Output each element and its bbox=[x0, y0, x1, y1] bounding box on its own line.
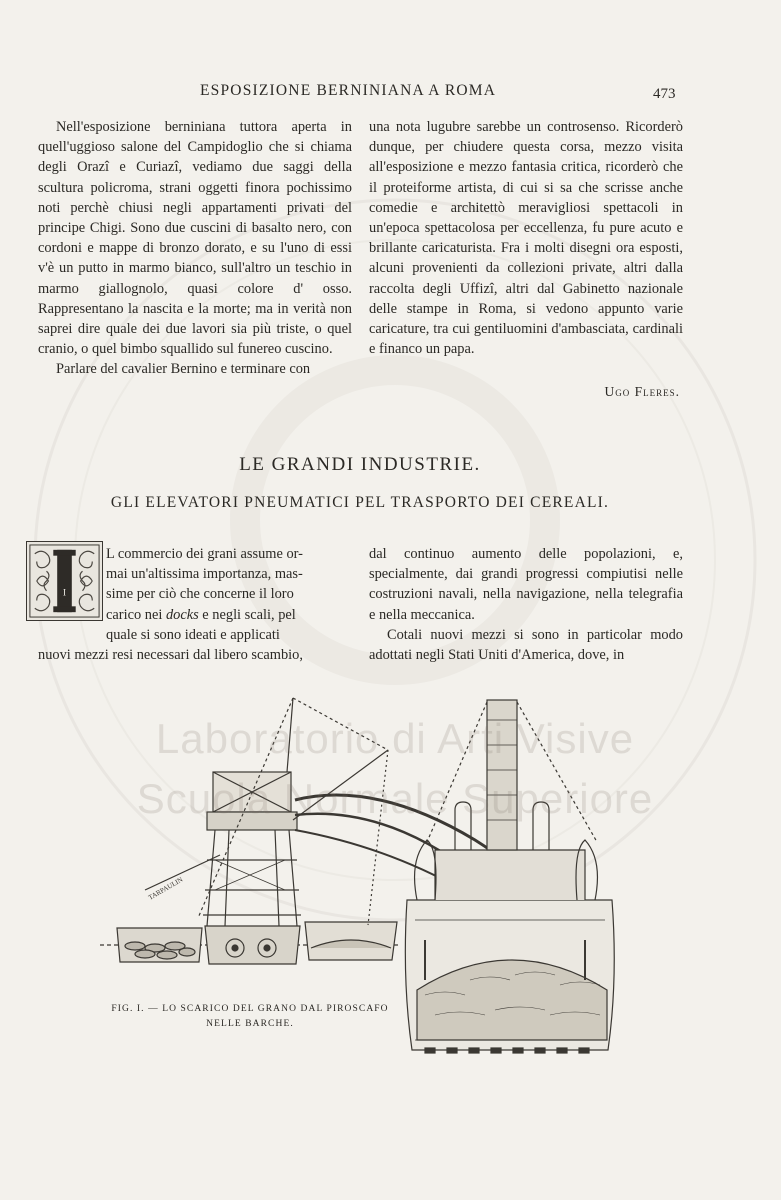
text-run: carico nei bbox=[106, 606, 166, 623]
author-signature: Ugo Fleres. bbox=[604, 384, 680, 399]
italic-term: docks bbox=[165, 606, 199, 623]
section-title: LE GRANDI INDUSTRIE. bbox=[239, 454, 481, 475]
paragraph: una nota lugubre sarebbe un controsenso. Ricorderò dunque, per chiudere questa corsa, mezzo visita all'esposizione e mezzo fantasia critica, ricorderò che il proteiforme artista, di cui si sa che scrisse anche comedie e architettò meravigliosi spettacoli in un'epoca spettacolosa per eccellenza, fu pure acuto e brillante caricaturista. Fra i molti disegni ora esposti, alcuni provenienti da collezioni private, altri dalla raccolta degli Uffizî, altri dal Gabinetto nazionale delle stampe in Roma, si vedono appunto varie caricature, tra cui gentiluomini d'ambasciata, cardinali e financo un papa. bbox=[369, 119, 683, 358]
tarpaulin-label: TARPAULIN bbox=[147, 875, 185, 902]
text-line: sime per ciò che concerne il loro bbox=[106, 586, 294, 603]
text-line: nuovi mezzi resi necessari dal libero scambio, bbox=[38, 647, 303, 664]
watermark-line: Laboratorio di Arti Visive bbox=[155, 715, 635, 762]
running-title: ESPOSIZIONE BERNINIANA A ROMA bbox=[200, 82, 497, 99]
page-number: 473 bbox=[653, 86, 676, 102]
figure-caption bbox=[100, 1002, 400, 1032]
watermark-line: Scuola Normale Superiore bbox=[136, 775, 654, 822]
drop-cap-letter: I bbox=[62, 587, 67, 599]
text-line: quale si sono ideati e applicati bbox=[106, 626, 280, 643]
paragraph: Parlare del cavalier Bernino e terminare con bbox=[56, 361, 311, 378]
text-line bbox=[38, 605, 352, 625]
caption-line: NELLE BARCHE. bbox=[206, 1019, 294, 1029]
article2-left-column bbox=[38, 544, 352, 665]
text-line: L commercio dei grani assume or- bbox=[106, 546, 303, 562]
article2-right-column bbox=[369, 544, 683, 665]
text-line: mai un'altissima importanza, mas- bbox=[106, 566, 303, 583]
paragraph: dal continuo aumento delle popolazioni, e, specialmente, dai grandi progressi compiutisi nelle costruzioni navali, nella navigazione, nella telegrafia e nella meccanica. bbox=[369, 546, 683, 623]
caption-line: FIG. I. — LO SCARICO DEL GRANO DAL PIROSCAFO bbox=[111, 1004, 389, 1014]
article1-left-column bbox=[38, 117, 352, 380]
text-run: e negli scali, pel bbox=[198, 606, 296, 623]
section-subtitle: GLI ELEVATORI PNEUMATICI PEL TRASPORTO DEI CEREALI. bbox=[110, 494, 610, 511]
paragraph: Cotali nuovi mezzi si sono in particolar modo adottati negli Stati Uniti d'America, dove, in bbox=[369, 626, 683, 664]
article1-right-column bbox=[369, 117, 683, 359]
paragraph: Nell'esposizione berniniana tuttora aperta in quell'uggioso salone del Campidoglio che si chiama degli Orazî e Curiazî, vediamo due saggi della scultura policroma, strani oggetti finora pochissimo noti perchè chiusi negli appartamenti privati del principe Chigi. Sono due cuscini di basalto nero, con cordoni e mappe di bronzo dorato, e su l'uno di essi v'è un putto in marmo bianco, sull'altro un teschio in marmo giallognolo, quasi colore d' osso. Rappresentano la nascita e la morte; ma in verità non saprei dire quale dei due lavori sia più triste, o quel cranio, o quel bimbo squallido sul funereo cuscino. bbox=[38, 119, 352, 358]
